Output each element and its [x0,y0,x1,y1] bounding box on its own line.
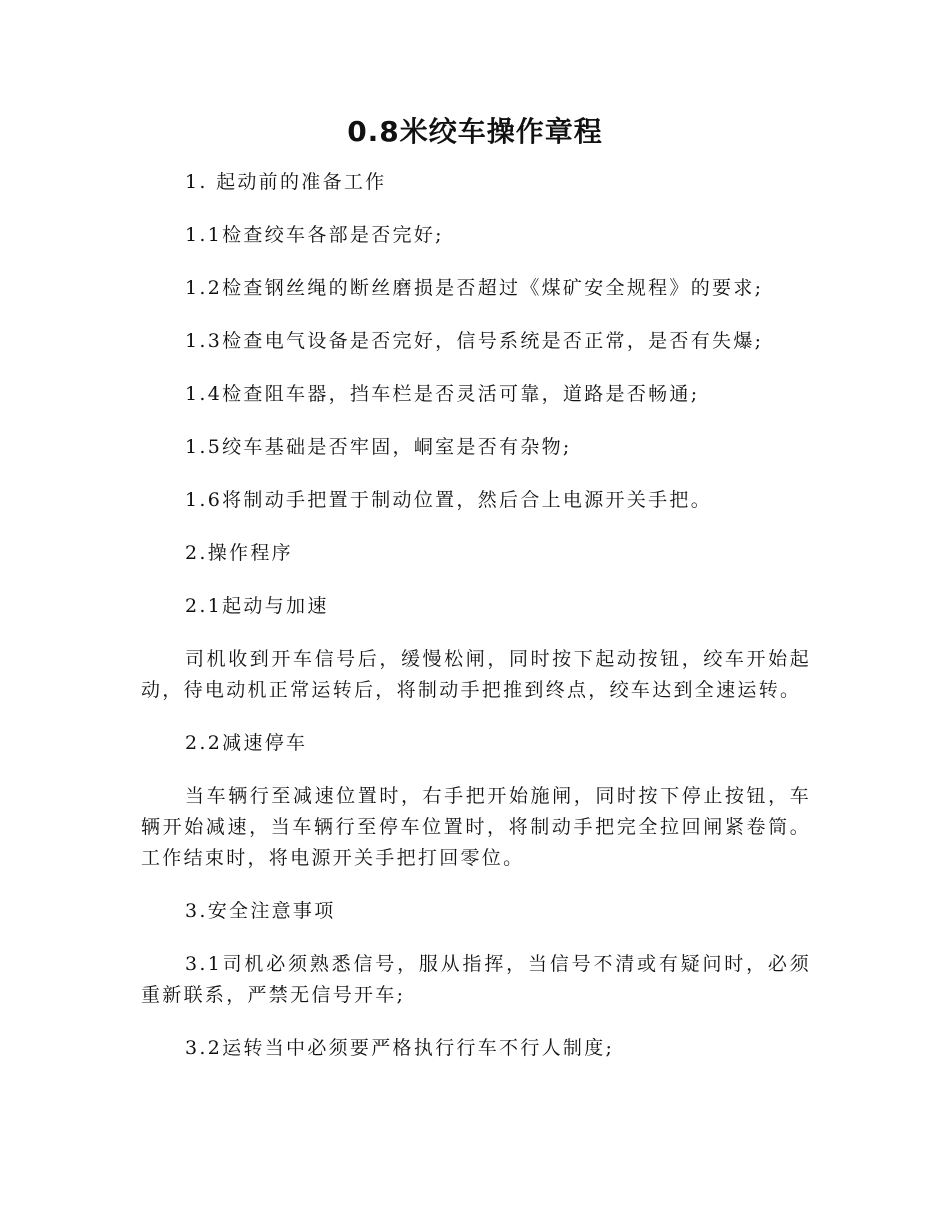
paragraph-1-1: 1.1检查绞车各部是否完好; [185,224,444,246]
paragraph-1-6: 1.6将制动手把置于制动位置，然后合上电源开关手把。 [185,489,713,511]
paragraph-1-5: 1.5绞车基础是否牢固，峒室是否有杂物; [185,436,572,458]
paragraph-2-2-body: 当车辆行至减速位置时，右手把开始施闸，同时按下停止按钮，车辆开始减速，当车辆行至停车位置时，将制动手把完全拉回闸紧卷筒。工作结束时，将电源开关手把打回零位。 [141,785,811,869]
paragraph-3-2: 3.2运转当中必须要严格执行行车不行人制度; [185,1037,615,1059]
document-title: 0.8米绞车操作章程 [347,115,603,148]
subheading-2-1: 2.1起动与加速 [185,595,329,617]
section-heading-1: 1. 起动前的准备工作 [185,171,387,193]
document-body [141,167,811,1086]
paragraph-3-1: 3.1司机必须熟悉信号，服从指挥，当信号不清或有疑问时，必须重新联系，严禁无信号开车; [141,953,811,1006]
paragraph-2-1-body: 司机收到开车信号后，缓慢松闸，同时按下起动按钮，绞车开始起动，待电动机正常运转后，将制动手把推到终点，绞车达到全速运转。 [141,648,811,701]
paragraph-1-4: 1.4检查阻车器，挡车栏是否灵活可靠，道路是否畅通; [185,383,700,405]
paragraph-1-2: 1.2检查钢丝绳的断丝磨损是否超过《煤矿安全规程》的要求; [185,277,764,299]
subheading-2-2: 2.2减速停车 [185,732,308,754]
section-heading-2: 2.操作程序 [185,542,293,564]
section-heading-3: 3.安全注意事项 [185,900,336,922]
paragraph-1-3: 1.3检查电气设备是否完好，信号系统是否正常，是否有失爆; [185,330,764,352]
